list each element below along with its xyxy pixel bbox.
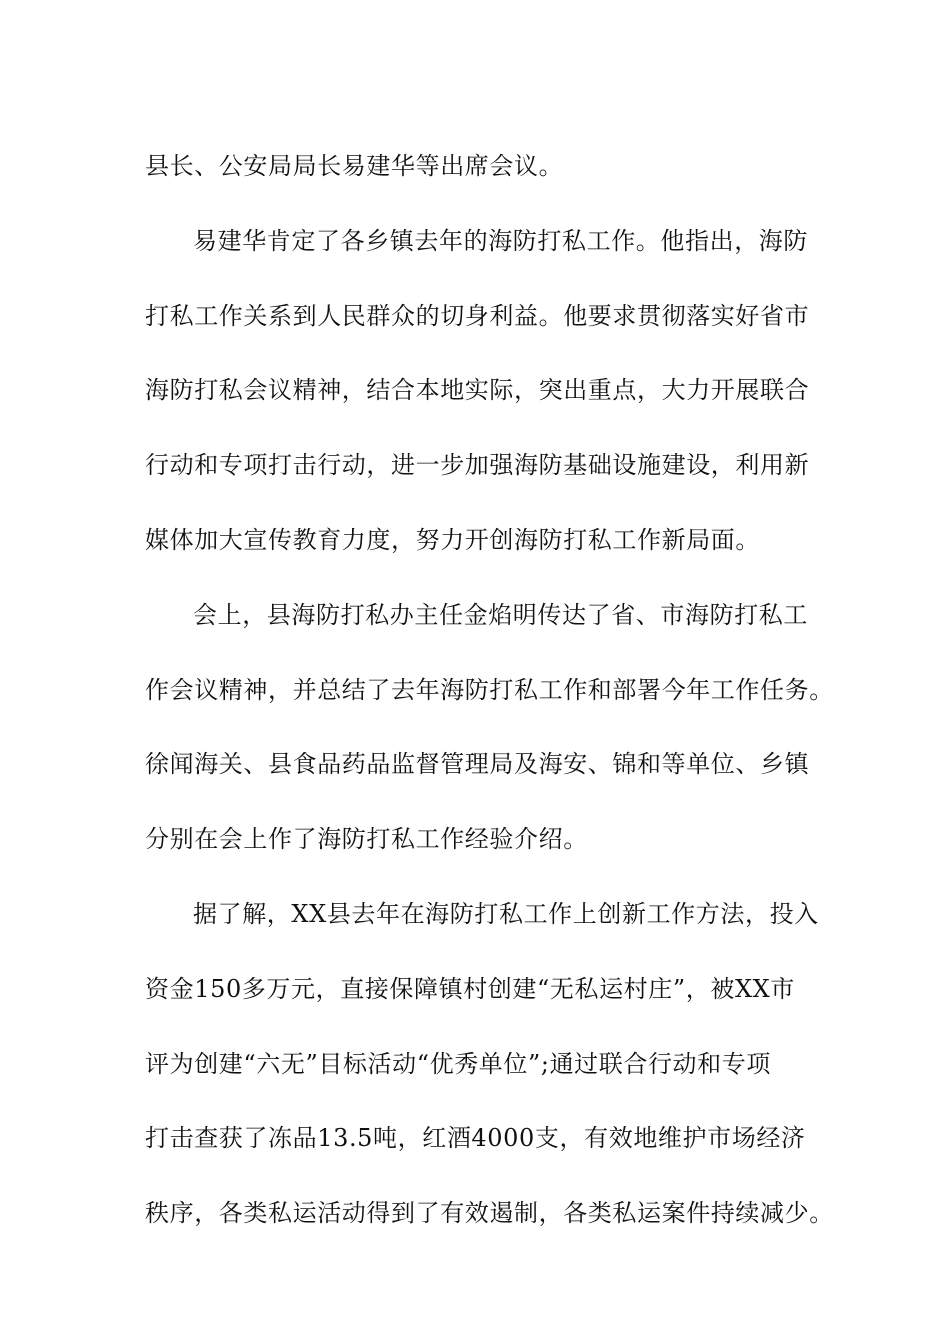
text-line: 徐闻海关、县食品药品监督管理局及海安、锦和等单位、乡镇 xyxy=(145,750,810,779)
text-line: 海防打私会议精神，结合本地实际，突出重点，大力开展联合 xyxy=(145,376,810,405)
text-line: 秩序，各类私运活动得到了有效遏制，各类私运案件持续减少。 xyxy=(145,1199,834,1228)
body-text xyxy=(145,129,834,1251)
text-line: 打击查获了冻品13.5吨，红酒4000支，有效地维护市场经济 xyxy=(145,1124,806,1153)
text-line: 易建华肯定了各乡镇去年的海防打私工作。他指出，海防 xyxy=(193,226,808,255)
text-line: 资金150多万元，直接保障镇村创建“无私运村庄”，被XX市 xyxy=(145,974,795,1003)
text-line: 据了解，XX县去年在海防打私工作上创新工作方法，投入 xyxy=(193,899,819,928)
text-line: 会上，县海防打私办主任金焰明传达了省、市海防打私工 xyxy=(193,600,808,629)
text-line: 打私工作关系到人民群众的切身利益。他要求贯彻落实好省市 xyxy=(145,301,810,330)
text-line: 评为创建“六无”目标活动“优秀单位”;通过联合行动和专项 xyxy=(145,1049,771,1078)
text-line: 行动和专项打击行动，进一步加强海防基础设施建设，利用新 xyxy=(145,451,810,480)
text-line: 县长、公安局局长易建华等出席会议。 xyxy=(145,152,564,180)
text-line: 作会议精神，并总结了去年海防打私工作和部署今年工作任务。 xyxy=(145,675,834,704)
text-line: 媒体加大宣传教育力度，努力开创海防打私工作新局面。 xyxy=(145,525,760,554)
text-line: 分别在会上作了海防打私工作经验介绍。 xyxy=(145,825,588,854)
